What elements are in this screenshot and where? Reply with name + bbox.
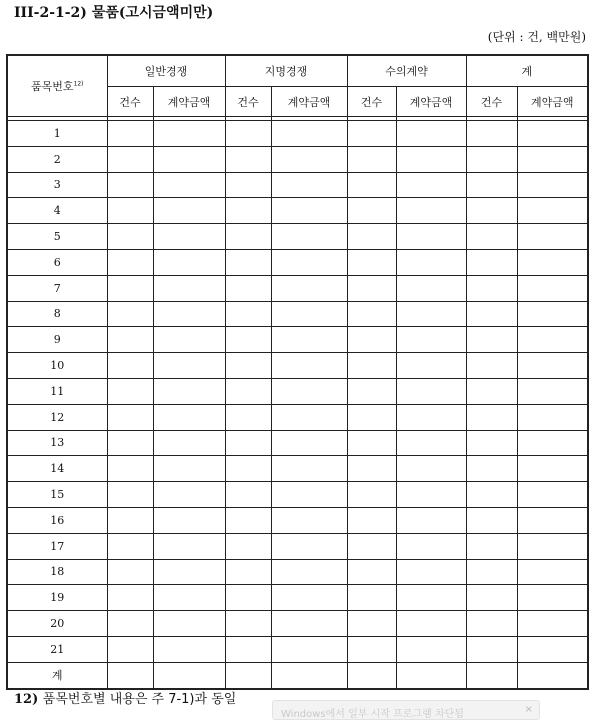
table-cell bbox=[271, 301, 347, 327]
toast-text: Windows에서 일부 시작 프로그램 차단됨 bbox=[281, 709, 464, 720]
table-cell bbox=[466, 327, 517, 353]
table-row bbox=[7, 327, 588, 353]
sub-header-count: 건수 bbox=[347, 87, 396, 117]
row-index: 7 bbox=[7, 275, 107, 301]
table-row bbox=[7, 533, 588, 559]
table-cell bbox=[347, 327, 396, 353]
table-cell bbox=[271, 224, 347, 250]
table-cell bbox=[517, 275, 588, 301]
row-index: 11 bbox=[7, 378, 107, 404]
table-cell bbox=[517, 482, 588, 508]
table-cell bbox=[153, 456, 225, 482]
table-cell bbox=[107, 559, 153, 585]
table-cell bbox=[153, 585, 225, 611]
table-cell bbox=[107, 249, 153, 275]
table-cell bbox=[107, 507, 153, 533]
table-cell bbox=[271, 662, 347, 688]
table-cell bbox=[347, 533, 396, 559]
table-cell bbox=[271, 430, 347, 456]
footnote bbox=[14, 688, 236, 707]
group-header-private: 수의계약 bbox=[347, 55, 466, 87]
row-index: 20 bbox=[7, 611, 107, 637]
table-cell bbox=[396, 224, 466, 250]
table-cell bbox=[396, 430, 466, 456]
table-cell bbox=[153, 430, 225, 456]
table-row bbox=[7, 456, 588, 482]
group-header-general: 일반경쟁 bbox=[107, 55, 225, 87]
table-cell bbox=[517, 301, 588, 327]
table-cell bbox=[347, 482, 396, 508]
table-cell bbox=[153, 327, 225, 353]
table-cell bbox=[225, 275, 271, 301]
table-cell bbox=[347, 353, 396, 379]
table-cell bbox=[396, 146, 466, 172]
row-index: 1 bbox=[7, 121, 107, 147]
table-cell bbox=[107, 327, 153, 353]
table-cell bbox=[347, 301, 396, 327]
footnote-number: 12) bbox=[14, 692, 39, 707]
table-cell bbox=[225, 146, 271, 172]
statistics-table bbox=[6, 54, 589, 690]
table-cell bbox=[396, 636, 466, 662]
table-cell bbox=[107, 430, 153, 456]
table-row bbox=[7, 559, 588, 585]
table-cell bbox=[271, 611, 347, 637]
table-cell bbox=[466, 662, 517, 688]
table-cell bbox=[466, 404, 517, 430]
table-cell bbox=[225, 327, 271, 353]
table-cell bbox=[517, 533, 588, 559]
table-cell bbox=[225, 585, 271, 611]
table-cell bbox=[153, 301, 225, 327]
table-cell bbox=[225, 611, 271, 637]
table-cell bbox=[107, 198, 153, 224]
row-index: 9 bbox=[7, 327, 107, 353]
table-cell bbox=[396, 507, 466, 533]
table-cell bbox=[347, 146, 396, 172]
table-cell bbox=[271, 559, 347, 585]
table-row bbox=[7, 301, 588, 327]
table-row bbox=[7, 224, 588, 250]
table-cell bbox=[153, 198, 225, 224]
table-cell bbox=[271, 121, 347, 147]
table-cell bbox=[517, 585, 588, 611]
table-cell bbox=[225, 404, 271, 430]
table-cell bbox=[107, 533, 153, 559]
table-cell bbox=[396, 404, 466, 430]
table-cell bbox=[466, 121, 517, 147]
table-cell bbox=[466, 198, 517, 224]
table-cell bbox=[153, 482, 225, 508]
sub-header-amount: 계약금액 bbox=[517, 87, 588, 117]
table-cell bbox=[347, 378, 396, 404]
table-cell bbox=[153, 172, 225, 198]
table-cell bbox=[153, 611, 225, 637]
table-cell bbox=[271, 482, 347, 508]
table-cell bbox=[153, 533, 225, 559]
table-row bbox=[7, 662, 588, 688]
table-cell bbox=[225, 172, 271, 198]
table-cell bbox=[271, 507, 347, 533]
table-cell bbox=[107, 146, 153, 172]
row-index: 12 bbox=[7, 404, 107, 430]
table-cell bbox=[466, 146, 517, 172]
table-row bbox=[7, 275, 588, 301]
table-cell bbox=[396, 353, 466, 379]
row-index: 계 bbox=[7, 662, 107, 688]
row-header-label: 품목번호 bbox=[31, 80, 74, 93]
table-cell bbox=[271, 249, 347, 275]
table-cell bbox=[225, 636, 271, 662]
table-row bbox=[7, 430, 588, 456]
table-cell bbox=[466, 507, 517, 533]
unit-label: (단위 : 건, 백만원) bbox=[487, 30, 586, 44]
table-cell bbox=[347, 198, 396, 224]
row-index: 3 bbox=[7, 172, 107, 198]
row-index: 16 bbox=[7, 507, 107, 533]
sub-header-count: 건수 bbox=[466, 87, 517, 117]
table-cell bbox=[517, 507, 588, 533]
notification-toast[interactable] bbox=[272, 700, 540, 720]
table-cell bbox=[107, 585, 153, 611]
table-cell bbox=[225, 507, 271, 533]
table-cell bbox=[271, 275, 347, 301]
table-row bbox=[7, 249, 588, 275]
table-cell bbox=[347, 172, 396, 198]
table-cell bbox=[517, 378, 588, 404]
table-cell bbox=[107, 378, 153, 404]
group-header-designated: 지명경쟁 bbox=[225, 55, 347, 87]
table-cell bbox=[466, 249, 517, 275]
table-cell bbox=[466, 611, 517, 637]
table-cell bbox=[271, 353, 347, 379]
table-cell bbox=[466, 482, 517, 508]
table-row bbox=[7, 121, 588, 147]
table-cell bbox=[225, 533, 271, 559]
table-row bbox=[7, 198, 588, 224]
table-cell bbox=[466, 353, 517, 379]
table-cell bbox=[396, 482, 466, 508]
table-cell bbox=[347, 224, 396, 250]
table-cell bbox=[396, 172, 466, 198]
row-header bbox=[7, 55, 107, 117]
row-index: 17 bbox=[7, 533, 107, 559]
close-icon[interactable]: × bbox=[524, 704, 533, 715]
table-cell bbox=[271, 146, 347, 172]
table-cell bbox=[466, 559, 517, 585]
table-cell bbox=[271, 327, 347, 353]
table-cell bbox=[107, 662, 153, 688]
table-cell bbox=[396, 275, 466, 301]
row-index: 8 bbox=[7, 301, 107, 327]
table-cell bbox=[517, 636, 588, 662]
table-cell bbox=[517, 353, 588, 379]
table-cell bbox=[466, 378, 517, 404]
table-cell bbox=[347, 611, 396, 637]
table-cell bbox=[347, 121, 396, 147]
table-cell bbox=[396, 378, 466, 404]
table-cell bbox=[396, 611, 466, 637]
group-header-total: 계 bbox=[466, 55, 588, 87]
row-index: 14 bbox=[7, 456, 107, 482]
table-cell bbox=[225, 121, 271, 147]
table-cell bbox=[466, 585, 517, 611]
table-cell bbox=[153, 275, 225, 301]
table-cell bbox=[271, 404, 347, 430]
table-cell bbox=[517, 224, 588, 250]
table-cell bbox=[396, 249, 466, 275]
row-index: 15 bbox=[7, 482, 107, 508]
sub-header-count: 건수 bbox=[225, 87, 271, 117]
table-cell bbox=[396, 121, 466, 147]
table-cell bbox=[153, 249, 225, 275]
row-index: 6 bbox=[7, 249, 107, 275]
table-cell bbox=[225, 224, 271, 250]
row-index: 21 bbox=[7, 636, 107, 662]
table-cell bbox=[347, 585, 396, 611]
table-cell bbox=[225, 353, 271, 379]
table-cell bbox=[271, 636, 347, 662]
table-cell bbox=[347, 507, 396, 533]
table-cell bbox=[107, 353, 153, 379]
table-cell bbox=[517, 198, 588, 224]
table-cell bbox=[347, 636, 396, 662]
table-cell bbox=[225, 378, 271, 404]
table-row bbox=[7, 507, 588, 533]
table-cell bbox=[107, 636, 153, 662]
table-cell bbox=[225, 301, 271, 327]
table-cell bbox=[347, 662, 396, 688]
table-cell bbox=[107, 404, 153, 430]
table-cell bbox=[466, 636, 517, 662]
table-cell bbox=[153, 121, 225, 147]
table-cell bbox=[225, 482, 271, 508]
table-cell bbox=[107, 611, 153, 637]
table-cell bbox=[347, 275, 396, 301]
table-cell bbox=[153, 146, 225, 172]
table-cell bbox=[153, 224, 225, 250]
table-cell bbox=[153, 636, 225, 662]
table-cell bbox=[107, 121, 153, 147]
table-cell bbox=[271, 585, 347, 611]
footnote-text: 품목번호별 내용은 주 7-1)과 동일 bbox=[42, 692, 237, 707]
table-cell bbox=[517, 404, 588, 430]
page-title: III-2-1-2) 물품(고시금액미만) bbox=[14, 5, 214, 21]
table-cell bbox=[271, 198, 347, 224]
table-cell bbox=[107, 482, 153, 508]
table-cell bbox=[517, 662, 588, 688]
table-cell bbox=[396, 585, 466, 611]
table-cell bbox=[107, 275, 153, 301]
table-cell bbox=[517, 121, 588, 147]
row-index: 4 bbox=[7, 198, 107, 224]
table-cell bbox=[225, 198, 271, 224]
table-cell bbox=[107, 456, 153, 482]
row-header-note: 12) bbox=[73, 80, 84, 88]
table-cell bbox=[225, 249, 271, 275]
table-row bbox=[7, 172, 588, 198]
table-cell bbox=[466, 172, 517, 198]
table-cell bbox=[347, 430, 396, 456]
table-cell bbox=[271, 533, 347, 559]
table-cell bbox=[517, 559, 588, 585]
table-cell bbox=[347, 404, 396, 430]
row-index: 10 bbox=[7, 353, 107, 379]
row-index: 19 bbox=[7, 585, 107, 611]
table-cell bbox=[225, 559, 271, 585]
table-cell bbox=[517, 327, 588, 353]
table-cell bbox=[517, 611, 588, 637]
table-cell bbox=[396, 456, 466, 482]
table-cell bbox=[466, 456, 517, 482]
table-cell bbox=[153, 507, 225, 533]
table-cell bbox=[517, 430, 588, 456]
table-cell bbox=[225, 456, 271, 482]
table-row bbox=[7, 636, 588, 662]
table-cell bbox=[396, 533, 466, 559]
table-row bbox=[7, 611, 588, 637]
table-cell bbox=[466, 224, 517, 250]
table-cell bbox=[153, 559, 225, 585]
sub-header-amount: 계약금액 bbox=[153, 87, 225, 117]
table-row bbox=[7, 404, 588, 430]
table-row bbox=[7, 378, 588, 404]
table-row bbox=[7, 585, 588, 611]
table-cell bbox=[466, 430, 517, 456]
row-index: 2 bbox=[7, 146, 107, 172]
table-cell bbox=[153, 404, 225, 430]
table-cell bbox=[347, 456, 396, 482]
table-row bbox=[7, 482, 588, 508]
table-cell bbox=[517, 249, 588, 275]
table-cell bbox=[466, 275, 517, 301]
row-index: 13 bbox=[7, 430, 107, 456]
table-cell bbox=[225, 430, 271, 456]
table-cell bbox=[517, 456, 588, 482]
sub-header-amount: 계약금액 bbox=[271, 87, 347, 117]
table-cell bbox=[517, 146, 588, 172]
table-cell bbox=[271, 172, 347, 198]
sub-header-count: 건수 bbox=[107, 87, 153, 117]
table-cell bbox=[347, 249, 396, 275]
row-index: 18 bbox=[7, 559, 107, 585]
table-cell bbox=[107, 172, 153, 198]
table-cell bbox=[396, 198, 466, 224]
table-cell bbox=[153, 378, 225, 404]
table-cell bbox=[396, 327, 466, 353]
table-row bbox=[7, 146, 588, 172]
sub-header-amount: 계약금액 bbox=[396, 87, 466, 117]
table-cell bbox=[347, 559, 396, 585]
table-cell bbox=[466, 301, 517, 327]
table-cell bbox=[271, 456, 347, 482]
row-index: 5 bbox=[7, 224, 107, 250]
table-cell bbox=[396, 559, 466, 585]
table-body bbox=[7, 117, 588, 689]
table-cell bbox=[225, 662, 271, 688]
table-cell bbox=[107, 224, 153, 250]
table-cell bbox=[271, 378, 347, 404]
table-row bbox=[7, 353, 588, 379]
table-cell bbox=[107, 301, 153, 327]
group-header-row bbox=[7, 55, 588, 87]
table-cell bbox=[466, 533, 517, 559]
table-cell bbox=[153, 353, 225, 379]
table-cell bbox=[396, 301, 466, 327]
table-cell bbox=[153, 662, 225, 688]
table-cell bbox=[396, 662, 466, 688]
table-cell bbox=[517, 172, 588, 198]
